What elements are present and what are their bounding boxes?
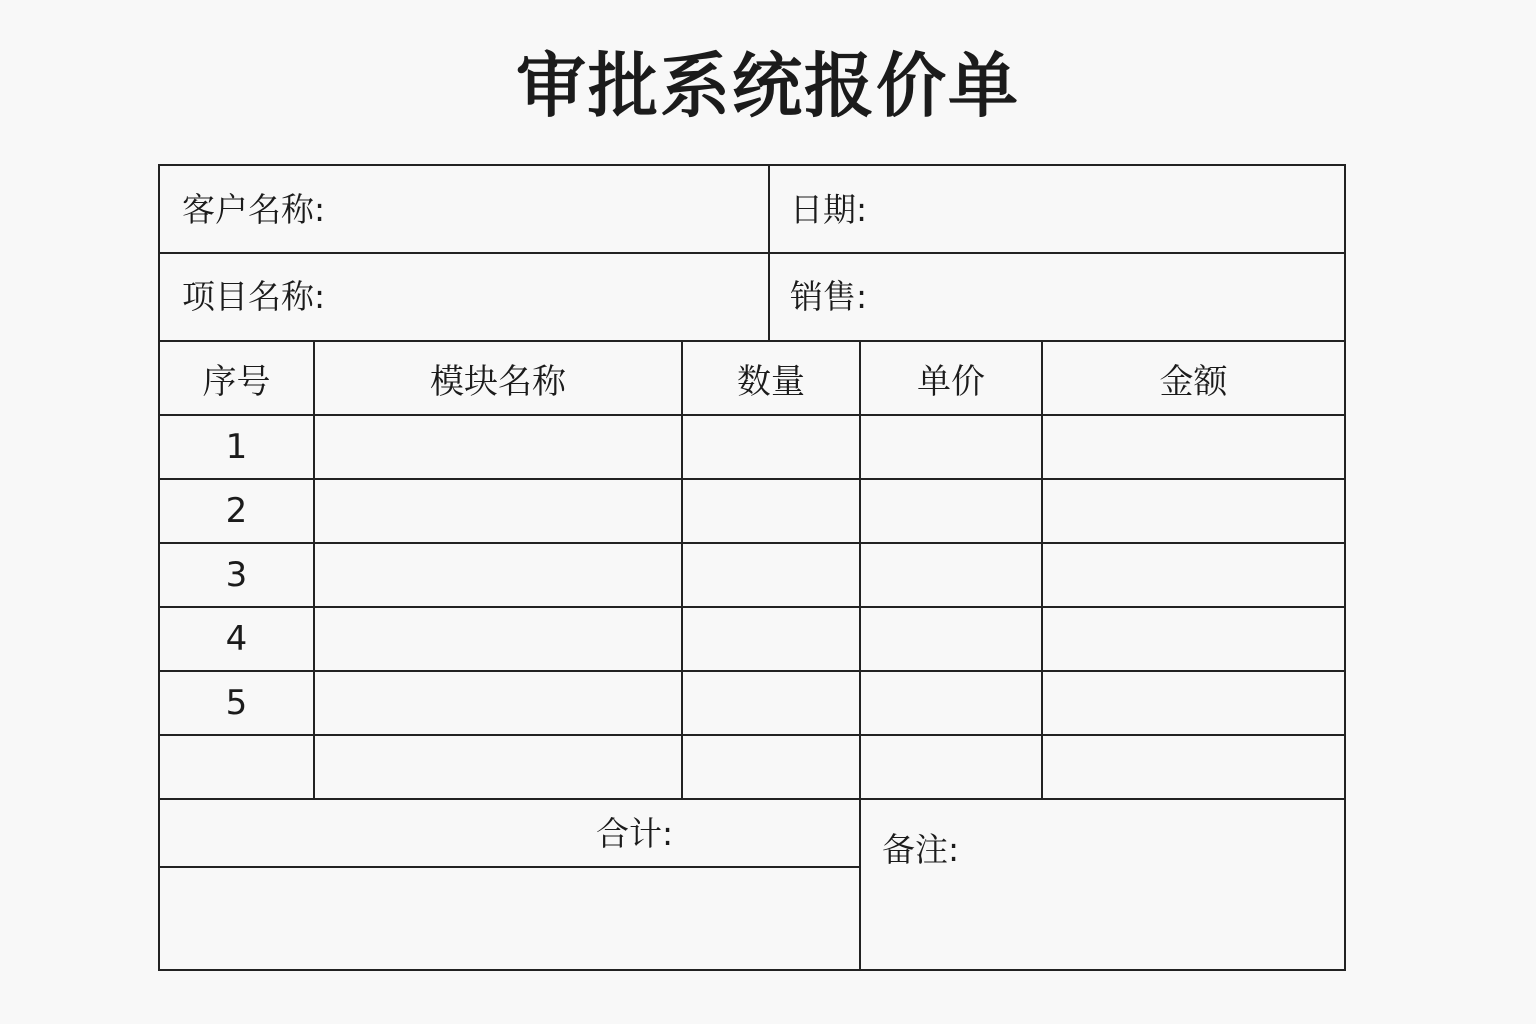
column-header-module-name: 模块名称	[430, 361, 566, 402]
project-name-label: 项目名称:	[182, 277, 326, 316]
divider	[160, 734, 1344, 736]
divider	[160, 866, 860, 868]
table-row-index: 4	[225, 619, 248, 659]
total-label: 合计:	[596, 814, 674, 853]
divider	[160, 478, 1344, 480]
divider	[160, 798, 1344, 800]
table-row-index: 1	[225, 427, 248, 467]
table-row-index	[160, 736, 313, 798]
quote-form	[158, 164, 1346, 971]
divider	[160, 606, 1344, 608]
divider	[160, 542, 1344, 544]
divider	[768, 166, 770, 342]
column-header-index: 序号	[202, 361, 271, 402]
column-header-amount: 金额	[1159, 361, 1228, 402]
customer-name-label: 客户名称:	[182, 190, 326, 229]
divider	[160, 414, 1344, 416]
sales-label: 销售:	[790, 277, 868, 316]
column-header-quantity: 数量	[737, 361, 805, 402]
notes-label: 备注:	[882, 830, 960, 869]
column-header-unit-price: 单价	[917, 361, 985, 402]
table-row-index: 3	[225, 555, 248, 595]
divider	[859, 340, 861, 969]
table-row-index: 5	[225, 683, 248, 723]
page-title: 审批系统报价单	[516, 45, 1020, 127]
divider	[160, 252, 1344, 254]
table-row-index: 2	[225, 491, 248, 531]
date-label: 日期:	[790, 190, 868, 229]
divider	[160, 670, 1344, 672]
